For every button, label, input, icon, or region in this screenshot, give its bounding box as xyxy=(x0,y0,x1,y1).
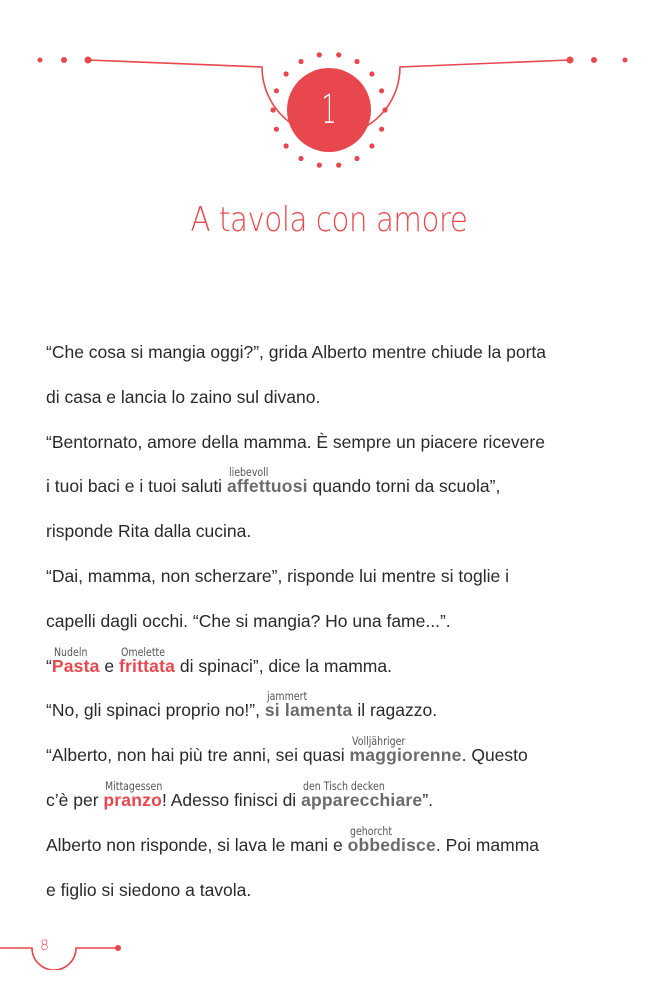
text-line xyxy=(46,734,528,766)
text-run: di casa e lancia lo zaino sul divano. xyxy=(46,386,321,407)
text-line xyxy=(46,342,546,363)
text-run: i tuoi baci e i tuoi saluti xyxy=(46,476,227,497)
footer-rule-line xyxy=(0,948,116,970)
vocab-gloss: Volljähriger xyxy=(351,734,405,749)
ornament-dot xyxy=(591,57,597,63)
text-line xyxy=(46,823,539,856)
vocab-word xyxy=(349,734,462,766)
text-run: ! Adesso finisci di xyxy=(161,790,302,810)
vocab-word xyxy=(51,644,100,677)
ring-dot xyxy=(382,107,387,112)
vocab-gloss: liebevoll xyxy=(228,465,269,480)
footer-dot xyxy=(115,945,121,951)
vocab-gloss: Mittagessen xyxy=(105,779,163,793)
text-line xyxy=(46,432,545,453)
text-line xyxy=(46,689,438,721)
text-run: ”. xyxy=(422,790,434,810)
vocab-gloss: Nudeln xyxy=(53,644,88,659)
text-line xyxy=(46,611,451,632)
vocab-word xyxy=(264,689,353,721)
vocab-word-text: apparecchiare xyxy=(301,790,423,810)
page-number: 8 xyxy=(40,938,49,954)
footer-ornament xyxy=(0,930,160,970)
vocab-gloss: den Tisch decken xyxy=(303,779,385,793)
text-run: quando torni da scuola”, xyxy=(307,476,501,497)
chapter-number: 1 xyxy=(321,87,337,133)
ring-dot xyxy=(274,127,279,132)
text-run: “Bentornato, amore della mamma. È sempre un piacere ricevere xyxy=(46,431,545,452)
ring-dot xyxy=(369,143,374,148)
chapter-title: A tavola con amore xyxy=(190,200,468,240)
vocab-word xyxy=(301,779,423,811)
vocab-word xyxy=(226,465,308,497)
ring-dot xyxy=(317,163,322,168)
text-run: risponde Rita dalla cucina. xyxy=(46,521,252,542)
text-run: “Alberto, non hai più tre anni, sei quasi xyxy=(46,745,350,766)
text-run: c’è per xyxy=(46,790,104,810)
ring-dot xyxy=(354,59,359,64)
ring-dot xyxy=(284,71,289,76)
vocab-word-text: si lamenta xyxy=(264,700,353,721)
text-run: capelli dagli occhi. “Che si mangia? Ho una fame...”. xyxy=(46,610,451,631)
text-run: “No, gli spinaci proprio no!”, xyxy=(46,700,265,721)
text-run: “Che cosa si mangia oggi?”, grida Alberto mentre chiude la porta xyxy=(46,342,546,362)
ring-dot xyxy=(298,59,303,64)
text-run: . Questo xyxy=(461,745,528,766)
vocab-word-text: maggiorenne xyxy=(349,745,462,766)
vocab-word xyxy=(119,644,176,677)
text-run: “Dai, mamma, non scherzare”, risponde lui mentre si toglie i xyxy=(46,566,509,586)
text-run: “ xyxy=(46,655,52,676)
text-run: il ragazzo. xyxy=(352,700,438,721)
ornament-dot xyxy=(623,58,628,63)
ring-dot xyxy=(298,156,303,161)
vocab-gloss: jammert xyxy=(266,689,308,704)
text-line xyxy=(46,566,509,587)
text-run: . Poi mamma xyxy=(435,834,539,855)
ornament-dot xyxy=(38,58,43,63)
ring-dot xyxy=(317,52,322,57)
ring-dot xyxy=(274,88,279,93)
text-line xyxy=(46,779,434,811)
text-line xyxy=(46,387,320,408)
text-run: Alberto non risponde, si lava le mani e xyxy=(46,834,348,855)
text-line xyxy=(46,644,392,677)
ring-dot xyxy=(336,163,341,168)
ring-dot xyxy=(369,71,374,76)
vocab-word-text: obbedisce xyxy=(347,834,436,855)
ring-dot xyxy=(336,52,341,57)
vocab-word-text: frittata xyxy=(119,655,176,676)
vocab-word xyxy=(347,823,436,856)
vocab-word-text: affettuosi xyxy=(226,476,308,497)
text-run: e figlio si siedono a tavola. xyxy=(46,879,252,900)
ring-dot xyxy=(379,88,384,93)
text-run: e xyxy=(99,655,119,676)
ornament-dot xyxy=(61,57,67,63)
text-line xyxy=(46,880,251,901)
ring-dot xyxy=(379,127,384,132)
text-line xyxy=(46,521,251,542)
ring-dot xyxy=(354,156,359,161)
vocab-word-text: Pasta xyxy=(51,655,100,676)
vocab-word xyxy=(103,779,163,811)
vocab-gloss: gehorcht xyxy=(349,823,392,838)
ring-dot xyxy=(270,107,275,112)
text-line xyxy=(46,465,501,497)
text-run: di spinaci”, dice la mamma. xyxy=(175,655,392,676)
ring-dot xyxy=(284,143,289,148)
vocab-word-text: pranzo xyxy=(103,790,162,810)
vocab-gloss: Omelette xyxy=(121,644,166,659)
